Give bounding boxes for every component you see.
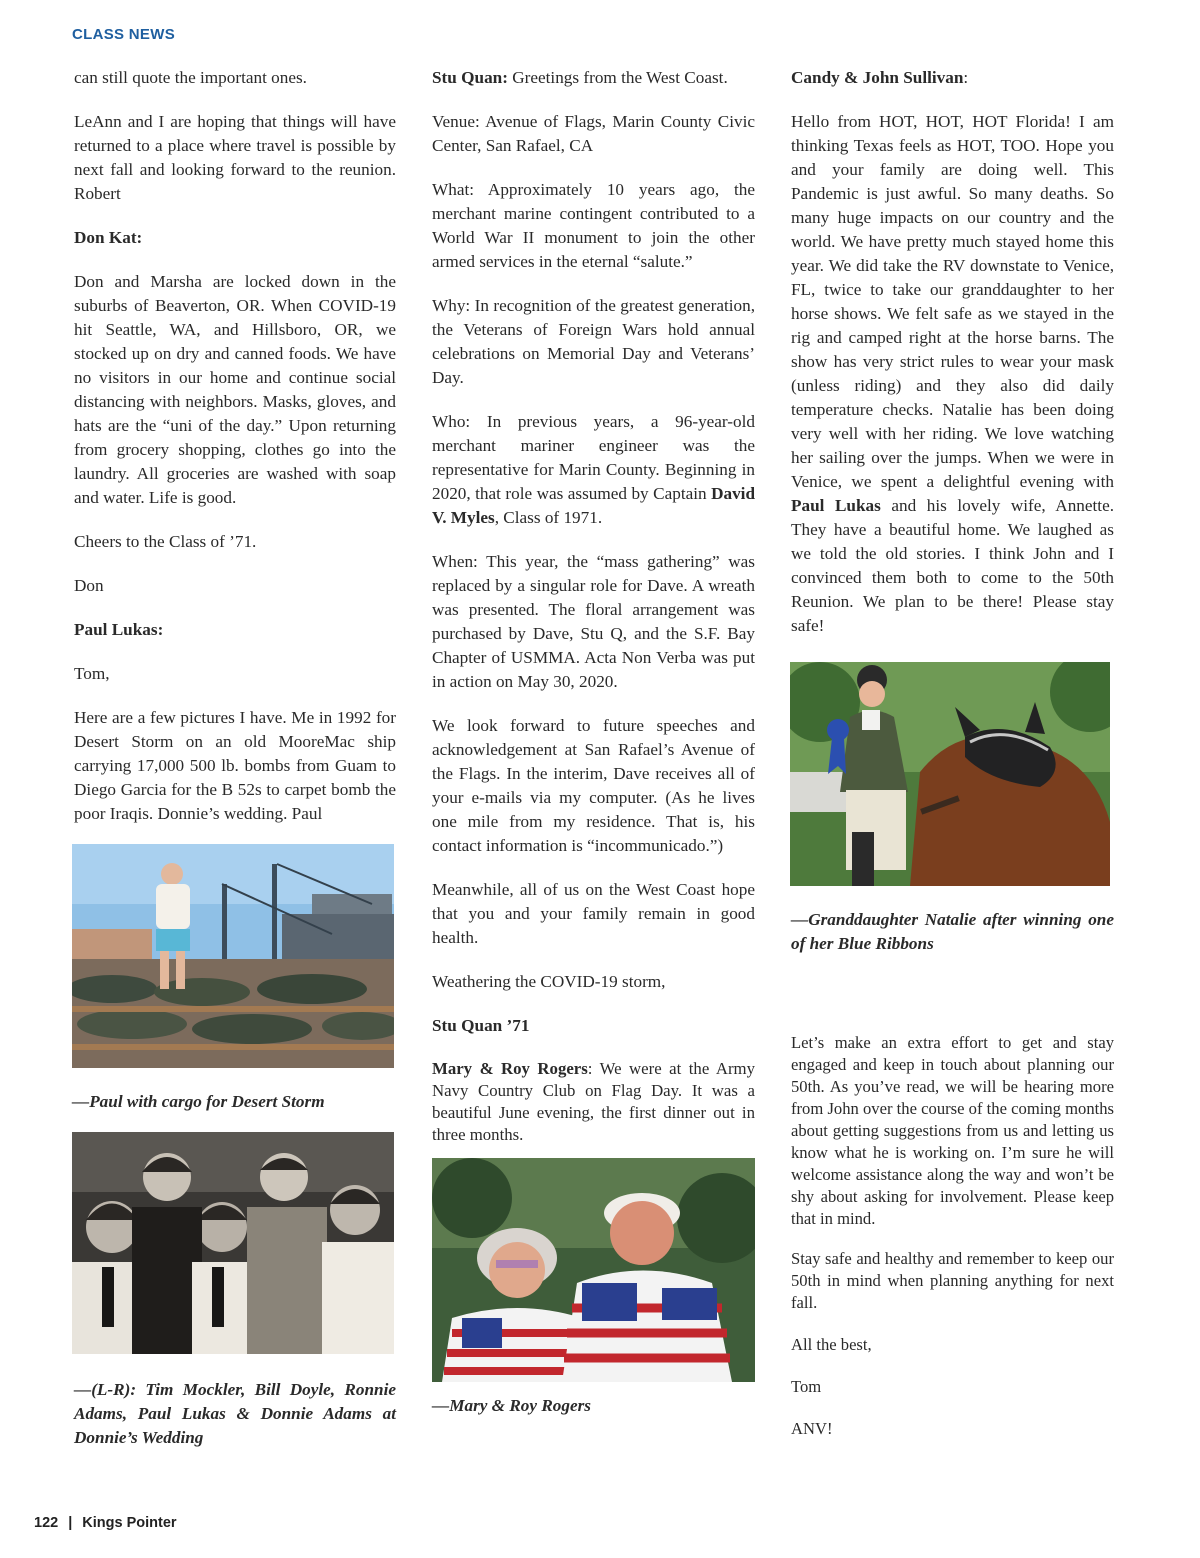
paragraph: can still quote the important ones.: [74, 68, 307, 87]
column-3: [791, 66, 1114, 1458]
entry-intro-sullivan: [791, 66, 1114, 90]
paragraph: Stay safe and healthy and remember to keep our 50th in mind when planning anything for next fall.: [791, 1249, 1114, 1312]
photo-caption: —Granddaughter Natalie after winning one of her Blue Ribbons: [791, 910, 1114, 953]
paragraph-text: : We were at the Army Navy Country Club on Flag Day. It was a beautiful June evening, the first dinner out in three months.: [432, 1059, 755, 1144]
column-2: [432, 66, 755, 1438]
signature: Tom: [791, 1377, 822, 1396]
photo-natalie-blue-ribbon: [790, 662, 1110, 886]
signature-stu-quan: Stu Quan ’71: [432, 1016, 530, 1035]
page-footer: [34, 1515, 177, 1531]
motto: ANV!: [791, 1419, 833, 1438]
closing-phrase: All the best,: [791, 1335, 872, 1354]
paragraph: Don and Marsha are locked down in the suburbs of Beaverton, OR. When COVID-19 hit Seattle, WA, and Hillsboro, OR, we stocked up on dry and canned foods. We have no visitors in our home and continue social distancing with neighbors. Masks, gloves, and hats are the “uni of the day.” Upon returning from grocery shopping, clothes go into the laundry. All groceries are washed with soap and water. Life is good.: [74, 272, 396, 507]
entry-heading-don-kat: Don Kat:: [74, 228, 143, 247]
punctuation: :: [963, 68, 969, 87]
paragraph: We look forward to future speeches and acknowledgement at San Rafael’s Avenue of the Flags. In the interim, Dave receives all of your e-mails via my computer. (As he lives one mile from my residence. That is, his contact information is “incommunicado.”): [432, 716, 755, 855]
photo-mary-roy-rogers: [432, 1158, 755, 1382]
paragraph: What: Approximately 10 years ago, the merchant marine contingent contributed to a World War II monument to join the other armed services in the eternal “salute.”: [432, 180, 755, 271]
photo-caption: —Paul with cargo for Desert Storm: [72, 1092, 325, 1111]
section-label: CLASS NEWS: [72, 26, 176, 43]
paragraph-text: Who: In previous years, a 96-year-old merchant mariner engineer was the representative for Marin County. Beginning in 2020, that role was assumed by Captain: [432, 412, 755, 503]
paragraph: Venue: Avenue of Flags, Marin County Civic Center, San Rafael, CA: [432, 112, 755, 155]
photo-caption: —Mary & Roy Rogers: [432, 1396, 591, 1415]
paragraph: Weathering the COVID-19 storm,: [432, 972, 666, 991]
entry-heading-paul-lukas: Paul Lukas:: [74, 620, 164, 639]
paragraph-text: and his lovely wife, Annette. They have a beautiful home. We laughed as we told the old stories. I think John and I convinced them both to come to the 50th Reunion. We plan to be there! Please stay safe!: [791, 496, 1114, 635]
column-1: [74, 66, 396, 1450]
footer-separator: |: [68, 1515, 73, 1531]
publication-name: Kings Pointer: [82, 1515, 177, 1531]
person-name: David V. Myles: [432, 484, 755, 527]
entry-heading-sullivan: Candy & John Sullivan: [791, 68, 964, 87]
paragraph-text: Hello from HOT, HOT, HOT Florida! I am thinking Texas feels as HOT, TOO. Hope you and your family are doing well. This Pandemic is just awful. So many deaths. So many huge impacts on our country and the world. We have pretty much stayed home this year. We did take the RV downstate to Venice, FL, twice to take our granddaughter to her horse shows. We felt safe as we stayed in the rig and camped right at the horse barns. The show has very strict rules to wear your mask (unless riding) and they also did daily temperature checks. Natalie has been doing very well with her riding. We love watching her sailing over the jumps. When we were in Venice, we spent a delightful evening with: [791, 112, 1114, 491]
entry-heading-mary-roy-rogers: Mary & Roy Rogers: [432, 1059, 588, 1078]
photo-desert-storm-cargo: [72, 844, 394, 1068]
paragraph: [791, 110, 1114, 638]
paragraph-text: Greetings from the West Coast.: [507, 68, 728, 87]
paragraph: LeAnn and I are hoping that things will have returned to a place where travel is possible by next fall and looking forward to the reunion. Robert: [74, 112, 396, 203]
entry-mary-roy-rogers: [432, 1058, 755, 1146]
paragraph: [432, 410, 755, 530]
photo-donnie-wedding: [72, 1132, 394, 1354]
paragraph: When: This year, the “mass gathering” was replaced by a singular role for Dave. A wreath was presented. The floral arrangement was purchased by Dave, Stu Q, and the S.F. Bay Chapter of USMMA. Acta Non Verba was put in action on May 30, 2020.: [432, 552, 755, 691]
page-number: 122: [34, 1515, 59, 1531]
paragraph-text: , Class of 1971.: [494, 508, 603, 527]
person-name: Paul Lukas: [791, 496, 881, 515]
paragraph: Cheers to the Class of ’71.: [74, 532, 257, 551]
signature: Don: [74, 576, 104, 595]
entry-heading-stu-quan: Stu Quan:: [432, 68, 508, 87]
paragraph: Let’s make an extra effort to get and stay engaged and keep in touch about planning our 50th. As you’ve read, we will be hearing more from John over the course of the coming months about getting suggestions from us and letting us know what he is working on. I’m sure he will welcome assistance along the way and won’t be shy about asking for involvement. Please keep that in mind.: [791, 1033, 1114, 1228]
paragraph: Meanwhile, all of us on the West Coast hope that you and your family remain in good health.: [432, 880, 755, 947]
paragraph: Why: In recognition of the greatest generation, the Veterans of Foreign Wars hold annual celebrations on Memorial Day and Veterans’ Day.: [432, 296, 755, 387]
photo-caption: —(L-R): Tim Mockler, Bill Doyle, Ronnie Adams, Paul Lukas & Donnie Adams at Donnie’s Wedding: [74, 1380, 396, 1447]
salutation: Tom,: [74, 664, 110, 683]
entry-intro-stu-quan: [432, 66, 755, 90]
paragraph: Here are a few pictures I have. Me in 1992 for Desert Storm on an old MooreMac ship carrying 17,000 500 lb. bombs from Guam to Diego Garcia for the B 52s to carpet bomb the poor Iraqis. Donnie’s wedding. Paul: [74, 708, 396, 823]
